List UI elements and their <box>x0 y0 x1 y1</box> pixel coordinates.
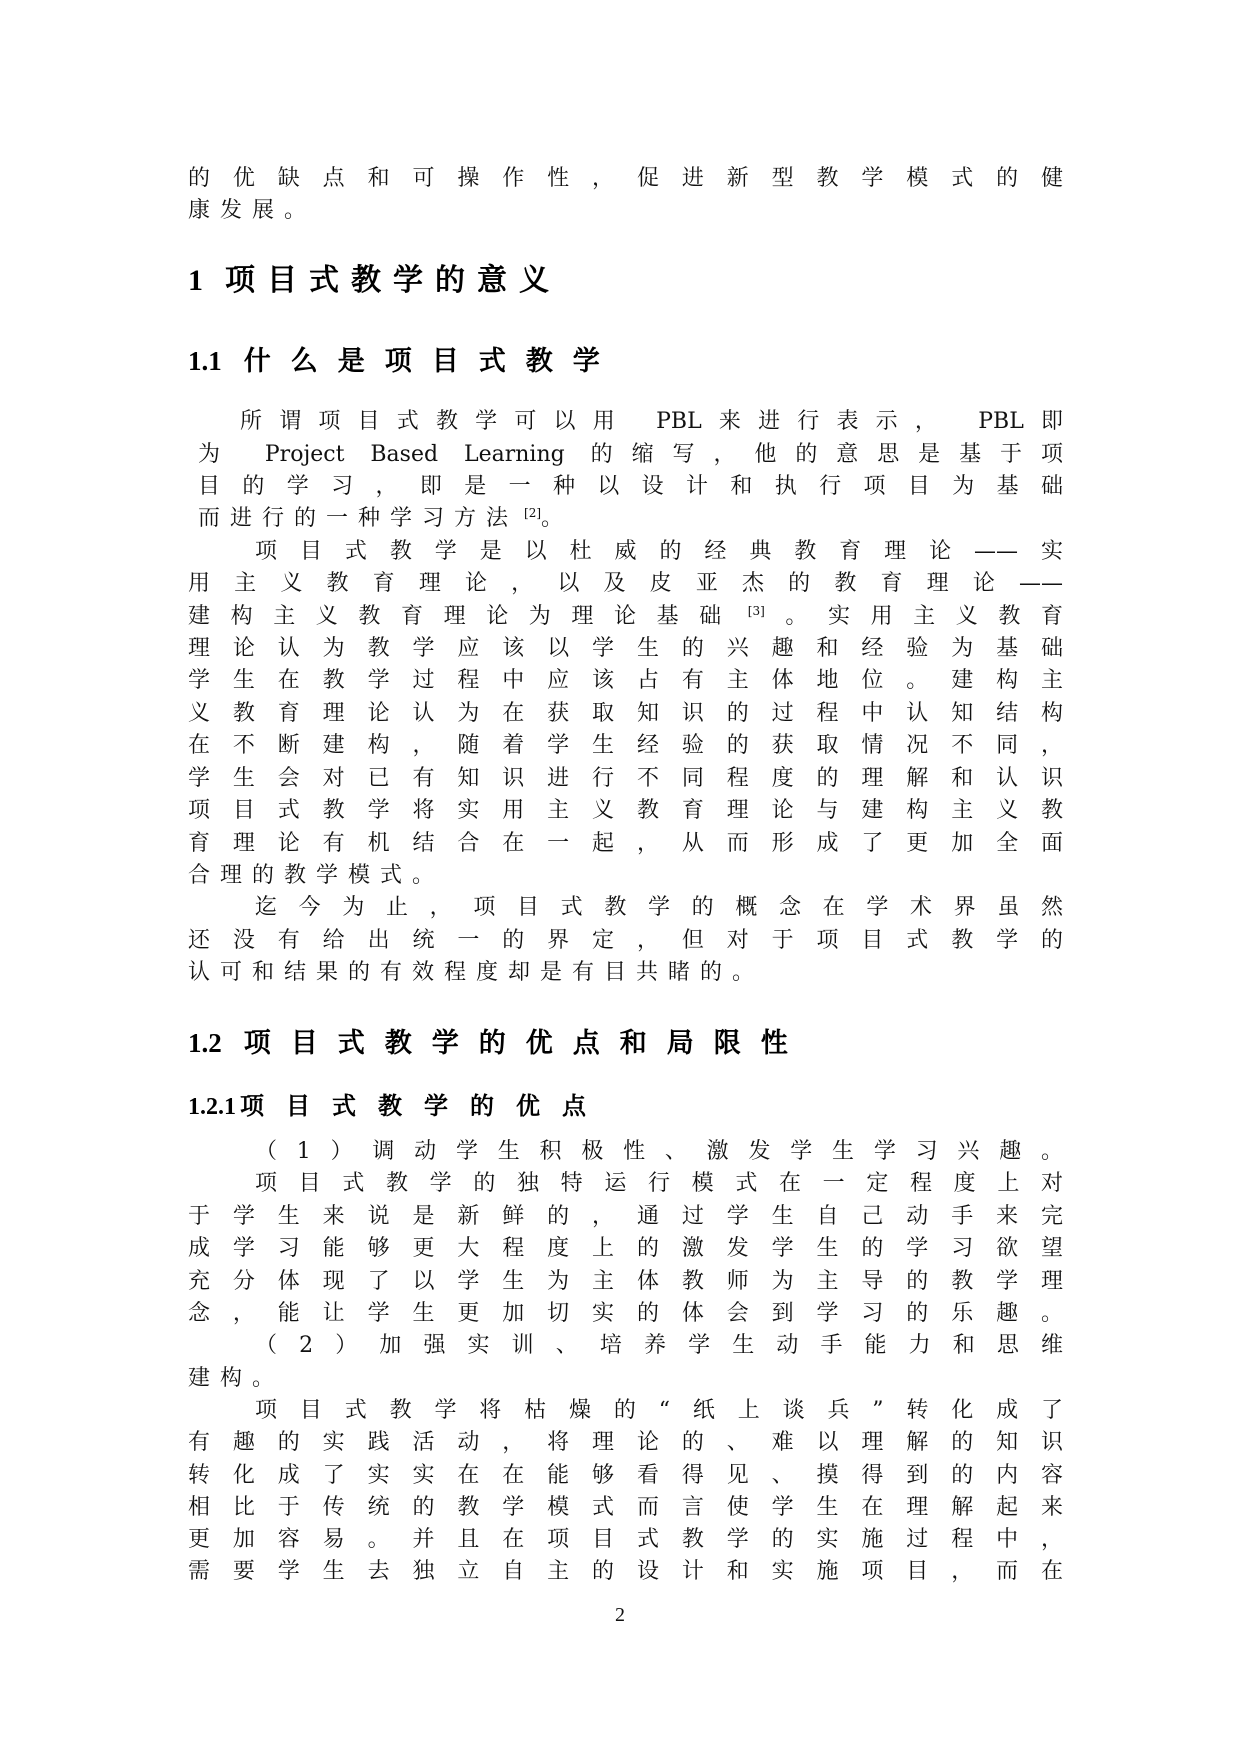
line-text: 康发展。 <box>188 198 317 223</box>
heading-section-1-2-1 <box>188 1086 608 1121</box>
line-text: 的优缺点和可操作性，促进新型教学模式的健 <box>188 166 1063 191</box>
line-text: 目的学习，即是一种以设计和执行项目为基础 <box>198 474 1063 499</box>
line-text: （2）加强实训、培养学生动手能力和思维 <box>255 1333 1063 1358</box>
text-line <box>188 1460 1063 1492</box>
line-text: 理论认为教学应该以学生的兴趣和经验为基础 <box>188 636 1063 661</box>
text-line <box>255 892 1063 924</box>
line-text: 学生会对已有知识进行不同程度的理解和认识 <box>188 766 1063 791</box>
heading-number: 1.2.1 <box>188 1094 236 1120</box>
text-line <box>188 1233 1063 1265</box>
text-line <box>255 1395 1063 1427</box>
line-text: （1）调动学生积极性、激发学生学习兴趣。 <box>255 1139 1063 1164</box>
heading-title: 项目式教学的意义 <box>225 263 561 298</box>
line-text: 建构。 <box>188 1366 285 1391</box>
text-line <box>188 925 1063 957</box>
text-line <box>188 1298 1063 1330</box>
text-line <box>188 163 1063 195</box>
heading-number: 1.2 <box>188 1028 222 1058</box>
line-text: 建构主义教育理论为理论基础 <box>188 604 742 629</box>
line-text: 还没有给出统一的界定，但对于项目式教学的 <box>188 928 1063 953</box>
text-line <box>188 633 1063 665</box>
line-text: 项目式教学是以杜威的经典教育理论——实 <box>255 539 1063 564</box>
text-line <box>188 1201 1063 1233</box>
line-text: 需要学生去独立自主的设计和实施项目，而在 <box>188 1559 1063 1584</box>
heading-number: 1 <box>188 264 203 297</box>
text-line <box>188 730 1063 762</box>
line-text: 合理的教学模式。 <box>188 863 445 888</box>
text-line <box>188 1556 1063 1588</box>
text-line <box>188 195 1063 227</box>
page-number: 2 <box>615 1604 625 1626</box>
text-line <box>188 1266 1063 1298</box>
line-text: 所谓项目式教学可以用 PBL来进行表示， PBL即 <box>240 409 1063 434</box>
heading-section-1 <box>188 255 561 299</box>
citation-ref: [2] <box>524 506 542 520</box>
heading-section-1-1 <box>188 339 620 378</box>
text-line <box>188 1427 1063 1459</box>
text-line <box>255 536 1063 568</box>
line-text: 项目式教学将实用主义教育理论与建构主义教 <box>188 798 1063 823</box>
line-text: 有趣的实践活动，将理论的、难以理解的知识 <box>188 1430 1063 1455</box>
line-text: 认可和结果的有效程度却是有目共睹的。 <box>188 960 765 985</box>
line-text: 为 Project Based Learning 的缩写，他的意思是基于项 <box>198 442 1063 467</box>
line-text: 相比于传统的教学模式而言使学生在理解起来 <box>188 1495 1063 1520</box>
text-line <box>255 1136 1063 1168</box>
line-text: 用主义教育理论，以及皮亚杰的教育理论—— <box>188 571 1063 596</box>
text-line <box>188 957 1063 989</box>
heading-title: 项目式教学的优点 <box>240 1091 608 1120</box>
line-text: 在不断建构，随着学生经验的获取情况不同， <box>188 733 1063 758</box>
line-text-after: 。 <box>541 506 574 531</box>
line-text: 更加容易。并且在项目式教学的实施过程中， <box>188 1527 1063 1552</box>
text-line <box>188 1492 1063 1524</box>
line-text: 迄今为止，项目式教学的概念在学术界虽然 <box>255 895 1063 920</box>
line-text: 而进行的一种学习方法 <box>198 506 519 531</box>
text-line <box>198 503 1063 535</box>
text-line <box>198 439 1063 471</box>
heading-section-1-2 <box>188 1021 808 1060</box>
line-text: 项目式教学将枯燥的“纸上谈兵”转化成了 <box>255 1398 1063 1423</box>
line-text: 义教育理论认为在获取知识的过程中认知结构 <box>188 701 1063 726</box>
line-text: 育理论有机结合在一起，从而形成了更加全面 <box>188 831 1063 856</box>
line-text: 项目式教学的独特运行模式在一定程度上对 <box>255 1171 1063 1196</box>
heading-number: 1.1 <box>188 346 222 376</box>
text-line <box>188 795 1063 827</box>
heading-title: 项目式教学的优点和局限性 <box>243 1028 808 1059</box>
text-line <box>188 860 1063 892</box>
line-text: 于学生来说是新鲜的，通过学生自己动手来完 <box>188 1204 1063 1229</box>
heading-title: 什么是项目式教学 <box>243 346 620 377</box>
text-line <box>188 828 1063 860</box>
text-line <box>188 1363 1063 1395</box>
text-line <box>255 1168 1063 1200</box>
line-text: 成学习能够更大程度上的激发学生的学习欲望 <box>188 1236 1063 1261</box>
text-line <box>188 698 1063 730</box>
line-text: 念，能让学生更加切实的体会到学习的乐趣。 <box>188 1301 1063 1326</box>
line-text: 充分体现了以学生为主体教师为主导的教学理 <box>188 1269 1063 1294</box>
text-line <box>188 763 1063 795</box>
text-line <box>188 601 1063 633</box>
text-line <box>240 406 1063 438</box>
text-line <box>188 665 1063 697</box>
citation-ref: [3] <box>747 604 765 618</box>
text-line <box>188 568 1063 600</box>
text-line <box>198 471 1063 503</box>
text-line <box>255 1330 1063 1362</box>
text-line <box>188 1524 1063 1556</box>
line-text: 转化成了实实在在能够看得见、摸得到的内容 <box>188 1463 1063 1488</box>
line-text: 学生在教学过程中应该占有主体地位。建构主 <box>188 668 1063 693</box>
line-text-after: 。实用主义教育 <box>764 604 1063 629</box>
